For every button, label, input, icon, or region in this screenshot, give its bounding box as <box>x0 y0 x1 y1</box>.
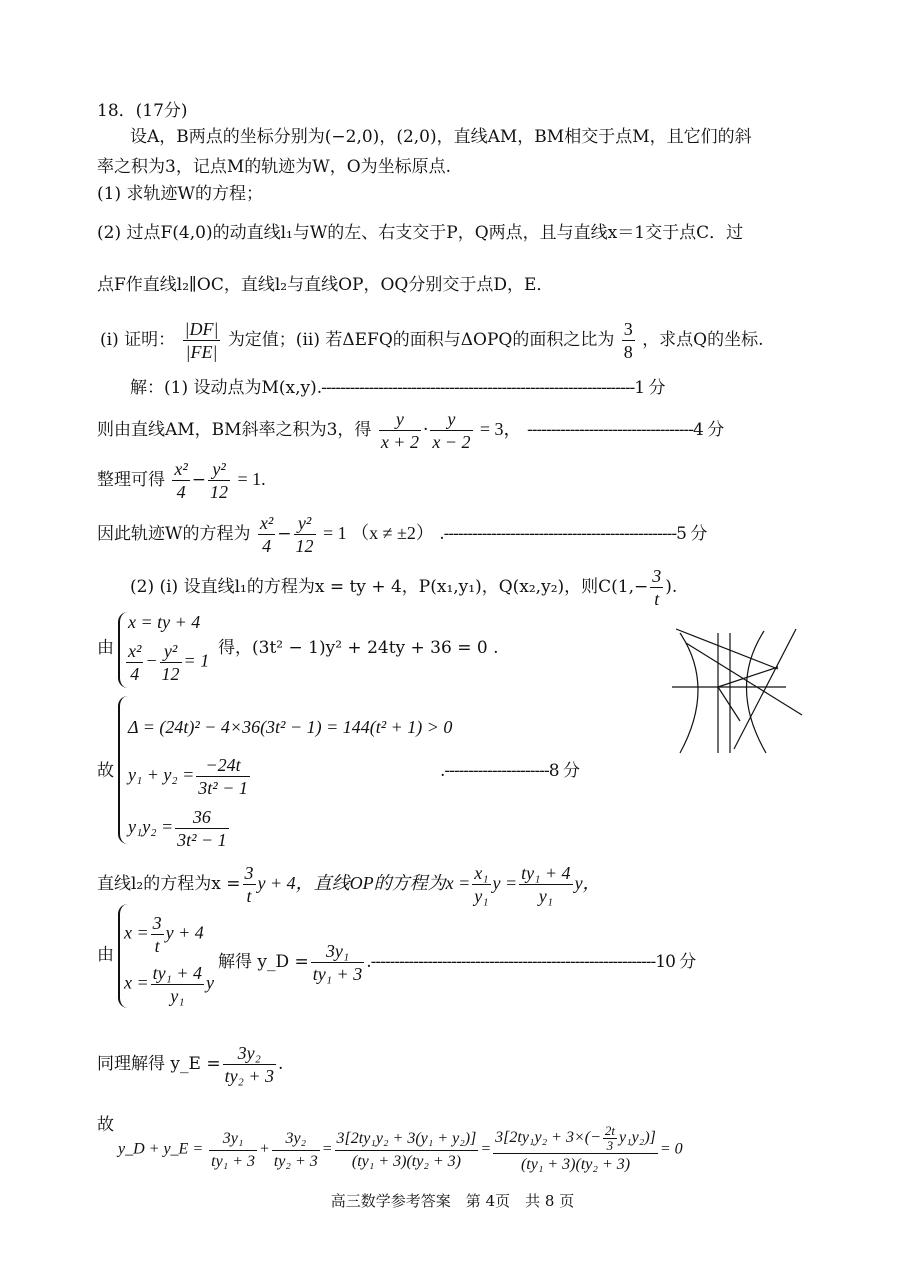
score-8: .----------------------8 分 <box>440 761 579 781</box>
line-segment <box>718 687 740 721</box>
system2-brace <box>118 696 128 844</box>
system3-you: 由 <box>97 945 114 965</box>
system3-result: 解得 y_D = $\frac{\text{3y₁}}{\text{ty₁ + 3}}$ .------------------------------------------------------------10 分 <box>218 941 696 984</box>
hyperbola-left-branch <box>680 633 698 753</box>
solution-step-3: 整理可得 $\frac{\text{x²}}{4}$ − $\frac{\text{y²}}{12}$ = 1. <box>97 459 266 502</box>
score-5: .-------------------------------------------------5 分 <box>439 524 707 544</box>
final-gu: 故 <box>97 1115 114 1135</box>
problem-statement-line2: 率之积为3，记点M的轨迹为W，O为坐标原点. <box>97 157 452 177</box>
subpart-ii-text: 为定值；(ii) 若ΔEFQ的面积与ΔOPQ的面积之比为 <box>227 330 615 350</box>
system2-row1: Δ = (24t)² − 4×36(3t² − 1) = 144(t² + 1) > 0 <box>128 717 453 737</box>
solution-ye: 同理解得 y_E = $\frac{\text{3y₂}}{\text{ty₂ + 3}}$ . <box>97 1043 284 1086</box>
system1-row2: $\frac{\text{x²}}{4}$ − $\frac{\text{y²}}{12}$ = 1 <box>128 641 210 684</box>
system3-row2: x = $\frac{\text{ty₁ + 4}}{\text{y₁}}$ y <box>124 963 215 1006</box>
solution-l2-line: 直线l₂的方程为x = $\frac{3}{t}$ y + 4，直线OP的方程为x = $\frac{\text{x₁}}{\text{y₁}}$ y = $\frac{\text{ty₁ + 4}}{\text{y₁}}$ y， <box>97 863 601 906</box>
solution-step-1: 解：(1) 设动点为M(x,y).------------------------------------------------------------------1 分 <box>130 378 665 398</box>
system2-row2: y₁ + y₂ = $\frac{-24t}{\text{3t² − 1}}$ <box>128 755 248 798</box>
score-10: .------------------------------------------------------------10 分 <box>366 952 696 972</box>
system2-row3: y₁y₂ = $\frac{36}{\text{3t² − 1}}$ <box>128 807 227 850</box>
question-2-line2: 点F作直线l₂∥OC，直线l₂与直线OP，OQ分别交于点D，E． <box>97 275 554 295</box>
ratio-three-eighths: $\frac{3}{8}$ <box>623 319 633 362</box>
solution-step-2: 则由直线AM，BM斜率之积为3，得 $\frac{y}{x + 2}$ · $\frac{y}{x - 2}$ = 3， -----------------------------------4 分 <box>97 409 724 452</box>
system1-result: 得，(3t² − 1)y² + 24ty + 36 = 0 . <box>218 638 499 658</box>
question-2-subparts <box>100 318 764 363</box>
solution-step-5: (2) (i) 设直线l₁的方程为x = ty + 4，P(x₁,y₁)，Q(x₂,y₂)，则C(1,− $\frac{3}{t}$ ). <box>130 566 678 609</box>
problem-statement-line1: 设A，B两点的坐标分别为(−2,0)，(2,0)，直线AM，BM相交于点M，且它们的斜 <box>130 127 752 147</box>
line-op <box>686 643 802 715</box>
question-2-line1: (2) 过点F(4,0)的动直线l₁与W的左、右支交于P，Q两点，且与直线x＝1交于点C．过 <box>97 223 744 243</box>
solution-step-4: 因此轨迹W的方程为 $\frac{\text{x²}}{4}$ − $\frac{\text{y²}}{12}$ = 1 （x ≠ ±2） .-------------------------------------------------5 分 <box>97 513 707 556</box>
system3-row1: x = $\frac{3}{t}$ y + 4 <box>124 913 204 956</box>
final-equation: y_D + y_E = $\frac{\text{3y₁}}{\text{ty₁ + 3}}$ + $\frac{\text{3y₂}}{\text{ty₂ + 3}}$ = $\frac{\text{3[2ty₁y₂ + 3(y₁ + y₂)]}}{\text{(ty₁ + 3)(ty₂ + 3)}}$ = 3[2ty₁y₂ + 3×(− $\frac{2t}{3}$ y₁y₂)] (ty₁ + 3)(ty₂ + 3) = 0 <box>118 1123 683 1173</box>
problem-number: 18．(17分) <box>97 101 188 121</box>
question-1: (1) 求轨迹W的方程； <box>97 184 263 204</box>
score-4: -----------------------------------4 分 <box>526 420 724 440</box>
subpart-ii-end: ，求点Q的坐标. <box>642 330 764 350</box>
ratio-df-fe: $\frac{|DF|}{|FE|}$ <box>184 319 219 362</box>
hyperbola-figure <box>668 625 808 755</box>
subpart-i-label: (i) 证明： <box>100 330 176 350</box>
line-l1 <box>676 629 778 669</box>
system1-row1: x = ty + 4 <box>128 612 201 632</box>
page-footer: 高三数学参考答案 第 4页 共 8 页 <box>330 1192 575 1210</box>
system1-you: 由 <box>97 638 114 658</box>
system2-gu: 故 <box>97 761 114 781</box>
score-1: .------------------------------------------------------------------1 分 <box>316 378 665 398</box>
line-l2 <box>734 629 796 749</box>
